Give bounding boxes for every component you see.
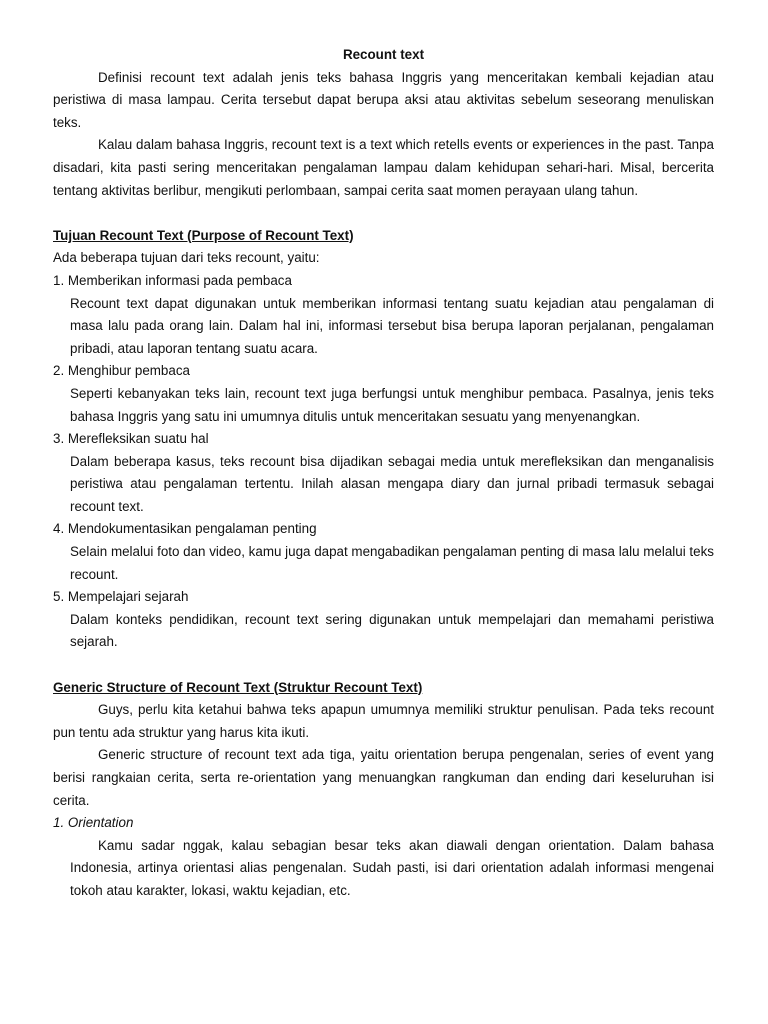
intro-paragraph-1: Definisi recount text adalah jenis teks bahasa Inggris yang menceritakan kembali kejadian atau peristiwa di masa lampau. Cerita tersebut dapat berupa aksi atau aktivitas sebelum seseorang menuliskan teks. <box>53 69 714 130</box>
structure-paragraph-2: Generic structure of recount text ada tiga, yaitu orientation berupa pengenalan, series of event yang berisi rangkaian cerita, serta re-orientation yang menuangkan rangkuman dan ending dari keseluruhan isi cerita. <box>53 747 714 808</box>
purpose-item-title: 2. Menghibur pembaca <box>53 363 190 379</box>
intro-paragraph-2: Kalau dalam bahasa Inggris, recount text is a text which retells events or experiences in the past. Tanpa disadari, kita pasti sering menceritakan pengalaman lampau dalam kehidupan sehari-hari. Misal, bercerita tentang aktivitas berlibur, mengikuti perlombaan, sampai cerita saat momen perayaan ulang tahun. <box>53 137 714 198</box>
purpose-item-title: 4. Mendokumentasikan pengalaman penting <box>53 521 317 537</box>
purpose-item-title: 1. Memberikan informasi pada pembaca <box>53 272 292 288</box>
orientation-title: 1. Orientation <box>53 815 134 831</box>
purpose-lead: Ada beberapa tujuan dari teks recount, yaitu: <box>53 250 320 266</box>
structure-heading: Generic Structure of Recount Text (Struktur Recount Text) <box>53 679 423 695</box>
purpose-item-body: Dalam beberapa kasus, teks recount bisa dijadikan sebagai media untuk merefleksikan dan menganalisis peristiwa atau pengalaman tertentu. Inilah alasan mengapa diary dan jurnal pribadi termasuk sebagai recount text. <box>70 453 714 514</box>
section-spacer <box>53 654 714 677</box>
purpose-item-body: Dalam konteks pendidikan, recount text sering digunakan untuk mempelajari dan memahami peristiwa sejarah. <box>70 611 714 650</box>
purpose-item-title: 5. Mempelajari sejarah <box>53 589 189 605</box>
structure-paragraph-1: Guys, perlu kita ketahui bahwa teks apapun umumnya memiliki struktur penulisan. Pada teks recount pun tentu ada struktur yang harus kita ikuti. <box>53 702 714 740</box>
purpose-heading: Tujuan Recount Text (Purpose of Recount Text) <box>53 227 354 243</box>
orientation-body: Kamu sadar nggak, kalau sebagian besar teks akan diawali dengan orientation. Dalam bahasa Indonesia, artinya orientasi alias pengenalan. Sudah pasti, isi dari orientation adalah informasi mengenai tokoh atau karakter, lokasi, waktu kejadian, etc. <box>70 837 714 898</box>
purpose-item-title: 3. Merefleksikan suatu hal <box>53 431 209 447</box>
document-title: Recount text <box>342 47 425 62</box>
purpose-item-body: Recount text dapat digunakan untuk memberikan informasi tentang suatu kejadian atau pengalaman di masa lalu pada orang lain. Dalam hal ini, informasi tersebut bisa berupa laporan perjalanan, pengalaman pribadi, atau laporan tentang suatu acara. <box>70 295 714 356</box>
document-page <box>53 44 714 903</box>
purpose-item-body: Selain melalui foto dan video, kamu juga dapat mengabadikan pengalaman penting di masa lalu melalui teks recount. <box>70 544 714 582</box>
section-spacer <box>53 202 714 225</box>
purpose-list <box>53 270 714 654</box>
purpose-item-body: Seperti kebanyakan teks lain, recount text juga berfungsi untuk menghibur pembaca. Pasalnya, jenis teks bahasa Inggris yang satu ini umumnya ditulis untuk menceritakan sesuatu yang menyenangkan. <box>70 385 714 424</box>
